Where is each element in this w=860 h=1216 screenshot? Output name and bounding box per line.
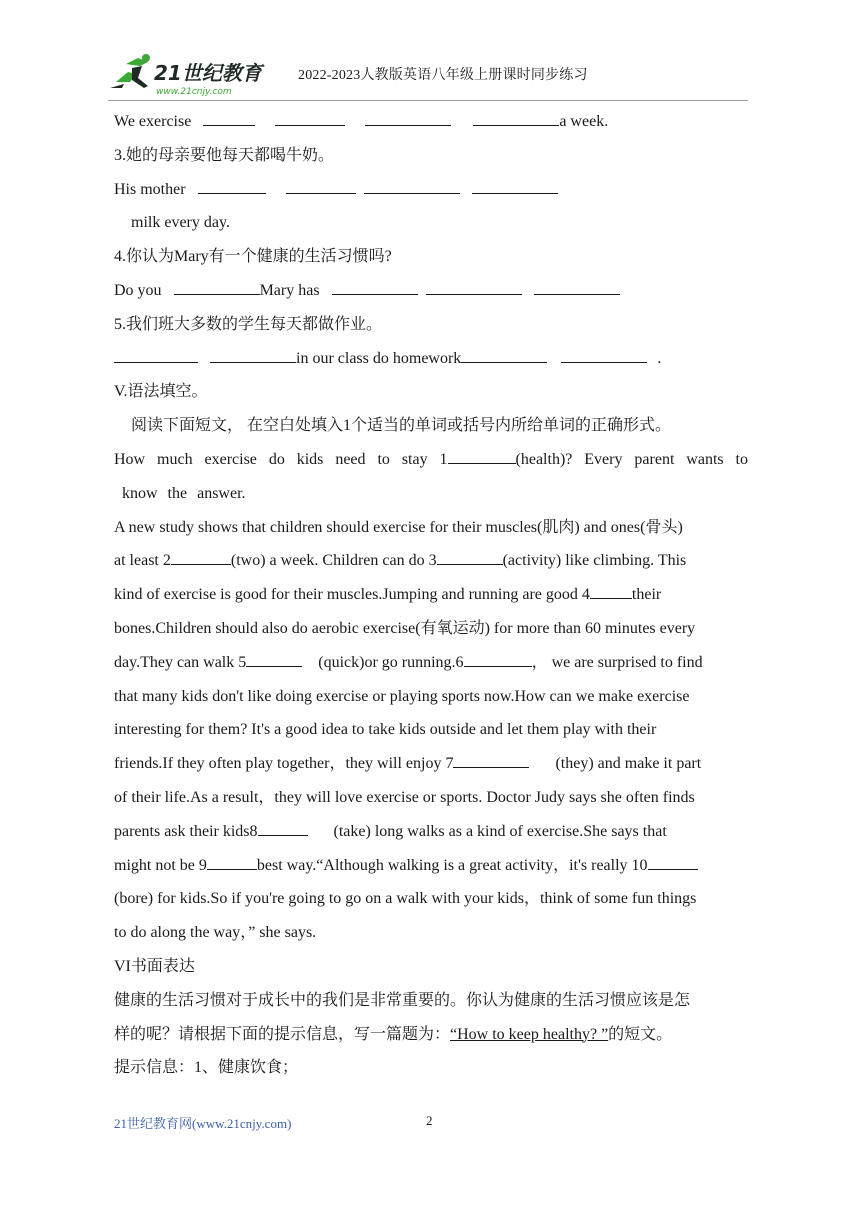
section-heading: VI书面表达 bbox=[114, 957, 195, 975]
answer-blank[interactable] bbox=[534, 280, 620, 295]
answer-blank[interactable] bbox=[364, 179, 460, 194]
page-header bbox=[0, 0, 860, 110]
header-divider bbox=[108, 100, 748, 101]
logo-text: 21世纪教育 bbox=[154, 61, 262, 85]
writing-prompt: 样的呢？请根据下面的提示信息，写一篇题为：“How to keep healthy? ”的短文。 bbox=[114, 1025, 673, 1043]
passage-line: to do along the way，” she says. bbox=[114, 924, 317, 942]
answer-blank[interactable] bbox=[286, 179, 356, 194]
header-title: 2022-2023人教版英语八年级上册课时同步练习 bbox=[298, 68, 588, 83]
translation-line-continued: milk every day. bbox=[131, 214, 230, 232]
passage-line: of their life.As a result，they will love exercise or sports. Doctor Judy says she often finds bbox=[114, 788, 695, 806]
writing-hint: 提示信息：1、健康饮食； bbox=[114, 1059, 299, 1077]
section-heading: V.语法填空。 bbox=[114, 383, 208, 401]
answer-blank[interactable] bbox=[365, 111, 451, 126]
passage-line: day.They can walk 5 (quick)or go running.6 ， we are surprised to find bbox=[114, 653, 703, 671]
passage-line: kind of exercise is good for their muscles.Jumping and running are good 4 their bbox=[114, 586, 662, 604]
passage-line: might not be 9 best way.“Although walking is a great activity，it's really 10 bbox=[114, 849, 748, 883]
answer-blank-5[interactable] bbox=[246, 652, 302, 667]
answer-blank[interactable] bbox=[426, 280, 522, 295]
answer-blank-10[interactable] bbox=[648, 855, 698, 870]
footer-site-link[interactable]: 21世纪教育网(www.21cnjy.com) bbox=[114, 1116, 292, 1131]
writing-prompt: 健康的生活习惯对于成长中的我们是非常重要的。你认为健康的生活习惯应该是怎 bbox=[114, 991, 691, 1009]
answer-blank-7[interactable] bbox=[453, 753, 529, 768]
answer-blank-2[interactable] bbox=[171, 550, 231, 565]
passage-line: parents ask their kids8 (take) long walks as a kind of exercise.She says that bbox=[114, 822, 667, 840]
logo-subtext: www.21cnjy.com bbox=[156, 87, 232, 97]
answer-blank[interactable] bbox=[473, 111, 559, 126]
answer-blank-1[interactable] bbox=[448, 449, 516, 464]
passage-line: interesting for them? It's a good idea to take kids outside and let them play with their bbox=[114, 721, 657, 739]
answer-blank-6[interactable] bbox=[464, 652, 532, 667]
answer-blank[interactable] bbox=[275, 111, 345, 126]
answer-blank[interactable] bbox=[210, 348, 296, 363]
passage-line: bones.Children should also do aerobic exercise(有氧运动) for more than 60 minutes every bbox=[114, 619, 696, 637]
answer-blank[interactable] bbox=[472, 179, 558, 194]
answer-blank-9[interactable] bbox=[207, 855, 257, 870]
passage-line: How much exercise do kids need to stay 1 (health)? Every parent wants to bbox=[114, 450, 748, 468]
essay-title: “How to keep healthy? ” bbox=[450, 1025, 609, 1043]
answer-blank[interactable] bbox=[561, 348, 647, 363]
passage-line: friends.If they often play together，they will enjoy 7 (they) and make it part bbox=[114, 755, 702, 773]
logo bbox=[108, 52, 278, 98]
translation-line: Do you Mary has bbox=[114, 274, 748, 308]
passage-line: that many kids don't like doing exercise or playing sports now.How can we make exercise bbox=[114, 687, 690, 705]
section-instruction: 阅读下面短文， 在空白处填入1个适当的单词或括号内所给单词的正确形式。 bbox=[131, 417, 672, 435]
translation-line: We exercise a week. bbox=[114, 113, 609, 130]
passage-line: know the answer. bbox=[122, 484, 246, 502]
answer-blank[interactable] bbox=[203, 111, 255, 126]
question-prompt: 4.你认为Mary有一个健康的生活习惯吗? bbox=[114, 248, 392, 266]
answer-blank-8[interactable] bbox=[258, 821, 308, 836]
answer-blank[interactable] bbox=[114, 348, 198, 363]
question-prompt: 3.她的母亲要他每天都喝牛奶。 bbox=[114, 146, 335, 164]
answer-blank-3[interactable] bbox=[437, 550, 503, 565]
answer-blank[interactable] bbox=[174, 280, 260, 295]
answer-blank-4[interactable] bbox=[590, 584, 632, 599]
answer-blank[interactable] bbox=[198, 179, 266, 194]
translation-line: His mother bbox=[114, 173, 748, 207]
question-prompt: 5.我们班大多数的学生每天都做作业。 bbox=[114, 315, 383, 333]
passage-line: at least 2 (two) a week. Children can do 3 (activity) like climbing. This bbox=[114, 552, 687, 570]
running-figure-icon bbox=[110, 54, 150, 88]
worksheet-content bbox=[114, 105, 748, 1085]
passage-line: (bore) for kids.So if you're going to go on a walk with your kids，think of some fun things bbox=[114, 890, 697, 908]
answer-blank[interactable] bbox=[332, 280, 418, 295]
translation-line: in our class do homework . bbox=[114, 342, 748, 376]
answer-blank[interactable] bbox=[461, 348, 547, 363]
page-number: 2 bbox=[426, 1113, 433, 1128]
passage-line: A new study shows that children should exercise for their muscles(肌肉) and ones(骨头) bbox=[114, 518, 683, 536]
